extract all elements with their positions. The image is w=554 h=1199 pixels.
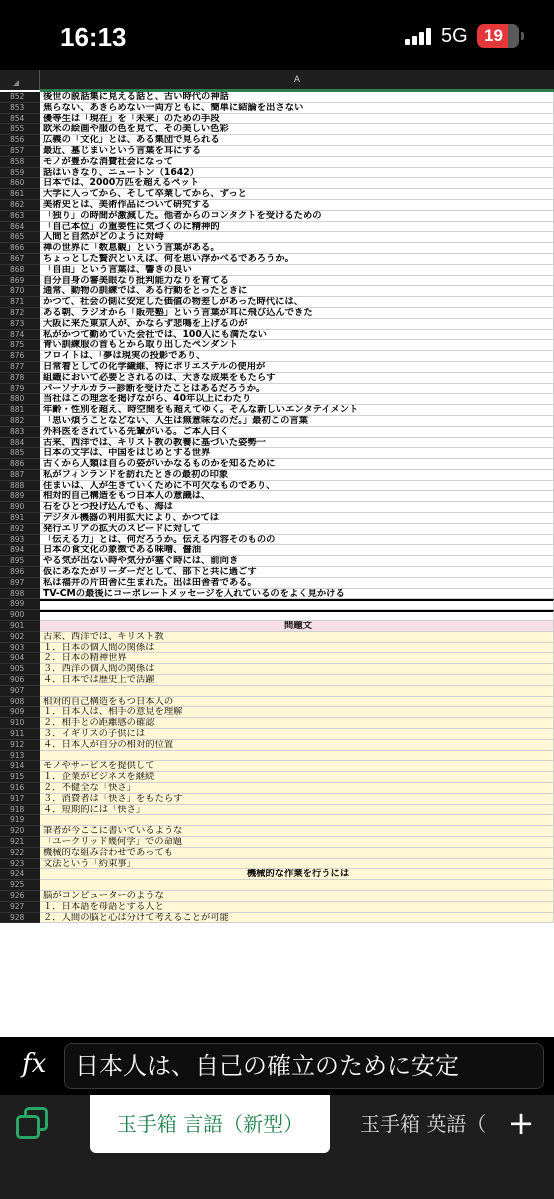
table-row[interactable]: [0, 556, 554, 567]
table-row[interactable]: [0, 859, 554, 870]
cell-a[interactable]: ある朝、ラジオから「販売塾」という言葉が耳に飛び込んできた: [40, 308, 554, 319]
cell-a[interactable]: 人間と自然がどのように対峙: [40, 232, 554, 243]
cell-a[interactable]: ３．消費者は「快さ」をもたらす: [40, 794, 554, 805]
row-number[interactable]: 880: [0, 394, 40, 405]
formula-bar: [0, 1037, 554, 1095]
table-row[interactable]: [0, 394, 554, 405]
row-number[interactable]: 926: [0, 891, 40, 902]
cell-a[interactable]: [40, 599, 554, 610]
row-number[interactable]: 860: [0, 178, 40, 189]
row-number[interactable]: 917: [0, 794, 40, 805]
table-row[interactable]: [0, 589, 554, 600]
cell-a[interactable]: [40, 686, 554, 697]
cell-a[interactable]: ２．人間の脳と心は分けて考えることが可能: [40, 913, 554, 924]
cell-a[interactable]: 仮にあなたがリーダーだとして、部下と共に過ごす: [40, 567, 554, 578]
row-number[interactable]: 877: [0, 362, 40, 373]
cell-a[interactable]: 私がかつて勤めていた会社では、100人にも満たない: [40, 330, 554, 341]
row-number[interactable]: 920: [0, 826, 40, 837]
row-number[interactable]: 888: [0, 481, 40, 492]
row-number[interactable]: 863: [0, 211, 40, 222]
cell-a[interactable]: [40, 751, 554, 762]
cell-a[interactable]: 優等生は「現在」を「未来」のための手段: [40, 114, 554, 125]
cell-a[interactable]: 筆者が今ここに書いているような: [40, 826, 554, 837]
row-number[interactable]: 864: [0, 222, 40, 233]
table-row[interactable]: [0, 599, 554, 610]
cell-a[interactable]: 通常、動物の訓練では、ある行動をとったときに: [40, 286, 554, 297]
cell-a[interactable]: 最近、墓じまいという言葉を耳にする: [40, 146, 554, 157]
cell-a[interactable]: 機械的な組み合わせであっても: [40, 848, 554, 859]
cell-a[interactable]: 「自由」という言葉は、響きの良い: [40, 265, 554, 276]
table-row[interactable]: [0, 416, 554, 427]
row-number[interactable]: 855: [0, 124, 40, 135]
cell-a[interactable]: [40, 610, 554, 621]
table-row[interactable]: [0, 135, 554, 146]
row-number[interactable]: 870: [0, 286, 40, 297]
table-row[interactable]: [0, 707, 554, 718]
row-number[interactable]: 893: [0, 535, 40, 546]
table-row[interactable]: [0, 232, 554, 243]
cell-a[interactable]: 禅の世界に「数息観」という言葉がある。: [40, 243, 554, 254]
table-row[interactable]: [0, 761, 554, 772]
cell-a[interactable]: 自分自身の審美眼なり批判能力なりを育てる: [40, 276, 554, 287]
table-row[interactable]: [0, 880, 554, 891]
cell-a[interactable]: ３．西洋の個人間の関係は: [40, 664, 554, 675]
table-row[interactable]: [0, 178, 554, 189]
row-number[interactable]: 875: [0, 340, 40, 351]
table-row[interactable]: [0, 330, 554, 341]
cell-a[interactable]: フロイトは、「夢は現実の投影であり、: [40, 351, 554, 362]
cell-a[interactable]: モノが豊かな消費社会になって: [40, 157, 554, 168]
row-number[interactable]: 897: [0, 578, 40, 589]
row-number[interactable]: 886: [0, 459, 40, 470]
cell-a[interactable]: 相対的自己構造をもつ日本人の意識は、: [40, 491, 554, 502]
table-row[interactable]: [0, 222, 554, 233]
table-row[interactable]: [0, 254, 554, 265]
cell-a[interactable]: ４．短期的には「快さ」: [40, 805, 554, 816]
table-row[interactable]: [0, 481, 554, 492]
cell-a[interactable]: 「独り」の時間が激減した。他者からのコンタクトを受けるための: [40, 211, 554, 222]
table-row[interactable]: [0, 189, 554, 200]
table-row[interactable]: [0, 157, 554, 168]
table-row[interactable]: [0, 211, 554, 222]
cell-a[interactable]: 日本の食文化の象徴である味噌、醤油: [40, 545, 554, 556]
cell-a[interactable]: 文法という「約束事」: [40, 859, 554, 870]
cell-a[interactable]: ２．相手との距離感の確認: [40, 718, 554, 729]
table-row[interactable]: [0, 729, 554, 740]
row-number[interactable]: 852: [0, 92, 40, 103]
cell-a[interactable]: ２．不健全な「快さ」: [40, 783, 554, 794]
network-label: 5G: [441, 25, 468, 47]
row-number[interactable]: 883: [0, 427, 40, 438]
cell-a[interactable]: 古来、西洋では、キリスト教: [40, 632, 554, 643]
row-number[interactable]: 881: [0, 405, 40, 416]
cell-a[interactable]: TV-CMの最後にコーポレートメッセージを入れているのをよく見かける: [40, 589, 554, 600]
table-row[interactable]: [0, 276, 554, 287]
tab-language-new[interactable]: 玉手箱 言語（新型）: [90, 1095, 330, 1153]
table-row[interactable]: [0, 535, 554, 546]
cell-a[interactable]: 日本の文字は、中国をはじめとする世界: [40, 448, 554, 459]
table-row[interactable]: [0, 124, 554, 135]
column-header-a[interactable]: A: [293, 75, 301, 85]
row-number[interactable]: 885: [0, 448, 40, 459]
table-row[interactable]: [0, 405, 554, 416]
row-number[interactable]: 923: [0, 859, 40, 870]
table-row[interactable]: [0, 610, 554, 621]
table-row[interactable]: [0, 675, 554, 686]
cell-a[interactable]: 石をひとつ投げ込んでも、海は: [40, 502, 554, 513]
table-row[interactable]: [0, 146, 554, 157]
table-row[interactable]: [0, 772, 554, 783]
cell-a[interactable]: モノやサービスを提供して: [40, 761, 554, 772]
cell-a[interactable]: 広義の「文化」とは、ある集団で見られる: [40, 135, 554, 146]
row-number[interactable]: 910: [0, 718, 40, 729]
table-row[interactable]: [0, 902, 554, 913]
table-row[interactable]: [0, 643, 554, 654]
row-number[interactable]: 895: [0, 556, 40, 567]
row-number[interactable]: 873: [0, 319, 40, 330]
status-time: 16:13: [60, 22, 127, 52]
table-row[interactable]: [0, 92, 554, 103]
row-number[interactable]: 900: [0, 610, 40, 621]
table-row[interactable]: [0, 470, 554, 481]
row-number[interactable]: 876: [0, 351, 40, 362]
cell-a[interactable]: １．日本語を母語とする人と: [40, 902, 554, 913]
cell-a[interactable]: 日常着としての化学繊維、特にポリエステルの使用が: [40, 362, 554, 373]
row-number[interactable]: 867: [0, 254, 40, 265]
row-number[interactable]: 887: [0, 470, 40, 481]
table-row[interactable]: [0, 286, 554, 297]
table-row[interactable]: [0, 265, 554, 276]
row-number[interactable]: 906: [0, 675, 40, 686]
row-number[interactable]: 902: [0, 632, 40, 643]
table-row[interactable]: [0, 297, 554, 308]
table-row[interactable]: [0, 891, 554, 902]
row-number[interactable]: 909: [0, 707, 40, 718]
row-number[interactable]: 882: [0, 416, 40, 427]
table-row[interactable]: [0, 373, 554, 384]
row-number[interactable]: 915: [0, 772, 40, 783]
table-row[interactable]: [0, 502, 554, 513]
row-number[interactable]: 874: [0, 330, 40, 341]
row-number[interactable]: 914: [0, 761, 40, 772]
row-number[interactable]: 872: [0, 308, 40, 319]
table-row[interactable]: [0, 837, 554, 848]
cell-a[interactable]: 脳がコンピューターのような: [40, 891, 554, 902]
cell-a[interactable]: 当社はこの理念を掲げながら、40年以上にわたり: [40, 394, 554, 405]
cell-a[interactable]: 外科医をされている先輩がいる。ご本人曰く: [40, 427, 554, 438]
row-number[interactable]: 916: [0, 783, 40, 794]
row-number[interactable]: 924: [0, 869, 40, 880]
table-row[interactable]: [0, 621, 554, 632]
table-row[interactable]: [0, 427, 554, 438]
row-number[interactable]: 899: [0, 599, 40, 610]
table-row[interactable]: [0, 513, 554, 524]
sheets-list-icon[interactable]: [16, 1107, 50, 1141]
row-number[interactable]: 911: [0, 729, 40, 740]
select-all-corner[interactable]: [0, 70, 40, 90]
row-number[interactable]: 854: [0, 114, 40, 125]
table-row[interactable]: [0, 664, 554, 675]
row-number[interactable]: 856: [0, 135, 40, 146]
row-number[interactable]: 884: [0, 438, 40, 449]
table-row[interactable]: [0, 653, 554, 664]
cell-a[interactable]: ちょっとした贅沢といえば、何を思い浮かべるであろうか。: [40, 254, 554, 265]
cell-a[interactable]: 古来、西洋では、キリスト教の教養に基づいた姿勢一: [40, 438, 554, 449]
cell-a[interactable]: ４．日本人が自分の相対的位置: [40, 740, 554, 751]
row-number[interactable]: 894: [0, 545, 40, 556]
add-sheet-button[interactable]: +: [507, 1104, 535, 1142]
row-number[interactable]: 928: [0, 913, 40, 924]
table-row[interactable]: [0, 351, 554, 362]
cell-a[interactable]: 私は福井の片田舎に生まれた。出は田舎者である。: [40, 578, 554, 589]
row-number[interactable]: 898: [0, 589, 40, 600]
cell-a[interactable]: 私がフィンランドを訪れたときの最初の印象: [40, 470, 554, 481]
battery-level: 19: [484, 26, 503, 45]
cell-a[interactable]: 青い訓練服の首もとから取り出したペンダント: [40, 340, 554, 351]
row-number[interactable]: 878: [0, 373, 40, 384]
table-row[interactable]: [0, 308, 554, 319]
cell-a[interactable]: [40, 880, 554, 891]
cell-a[interactable]: 話はいきなり、ニュートン（1642）: [40, 168, 554, 179]
table-row[interactable]: [0, 632, 554, 643]
table-row[interactable]: [0, 384, 554, 395]
row-number[interactable]: 862: [0, 200, 40, 211]
table-row[interactable]: [0, 168, 554, 179]
row-number[interactable]: 868: [0, 265, 40, 276]
table-row[interactable]: [0, 103, 554, 114]
row-number[interactable]: 865: [0, 232, 40, 243]
cell-a[interactable]: 美術史とは、美術作品について研究する: [40, 200, 554, 211]
table-row[interactable]: [0, 524, 554, 535]
cell-a[interactable]: やる気が出ない時や気分が塞ぐ時には、前向き: [40, 556, 554, 567]
table-row[interactable]: [0, 491, 554, 502]
cell-a[interactable]: ３．イギリスの子供には: [40, 729, 554, 740]
row-number[interactable]: 889: [0, 491, 40, 502]
row-number[interactable]: 896: [0, 567, 40, 578]
cell-a[interactable]: 相対的自己構造をもつ日本人の: [40, 697, 554, 708]
cell-a[interactable]: １．日本の個人間の関係は: [40, 643, 554, 654]
status-bar: [0, 0, 554, 70]
row-number[interactable]: 907: [0, 686, 40, 697]
signal-icon: [405, 27, 435, 45]
rows-container: [0, 92, 554, 923]
fx-icon[interactable]: fx: [22, 1049, 47, 1079]
table-row[interactable]: [0, 340, 554, 351]
table-row[interactable]: [0, 848, 554, 859]
row-number[interactable]: 905: [0, 664, 40, 675]
table-row[interactable]: [0, 686, 554, 697]
table-row[interactable]: [0, 459, 554, 470]
cell-a[interactable]: 「自己本位」の重要性に気づくのに精神的: [40, 222, 554, 233]
row-number[interactable]: 925: [0, 880, 40, 891]
cell-a[interactable]: 年齢・性別を超え、時空間をも超えてゆく。そんな新しいエンタテイメント: [40, 405, 554, 416]
row-number[interactable]: 871: [0, 297, 40, 308]
table-row[interactable]: [0, 438, 554, 449]
battery-icon: [477, 24, 519, 48]
row-number[interactable]: 869: [0, 276, 40, 287]
column-header-bar: [0, 70, 554, 90]
row-number[interactable]: 892: [0, 524, 40, 535]
cell-a[interactable]: ４．日本では歴史上で活躍: [40, 675, 554, 686]
cell-a[interactable]: 住まいは、人が生きていくために不可欠なものであり、: [40, 481, 554, 492]
cell-a[interactable]: 古くから人類は自らの姿がいかなるものかを知るために: [40, 459, 554, 470]
row-number[interactable]: 903: [0, 643, 40, 654]
cell-a[interactable]: 「思い煩うことなどない、人生は無意味なのだ。」最初この言葉: [40, 416, 554, 427]
cell-a[interactable]: 焦らない、あきらめない一両方ともに、簡単に結論を出さない: [40, 103, 554, 114]
cell-a[interactable]: ２．日本の精神世界: [40, 653, 554, 664]
table-row[interactable]: [0, 114, 554, 125]
row-number[interactable]: 918: [0, 805, 40, 816]
row-number[interactable]: 901: [0, 621, 40, 632]
cell-a[interactable]: 「ユークリッド幾何学」での命題: [40, 837, 554, 848]
row-number[interactable]: 904: [0, 653, 40, 664]
cell-a[interactable]: 大学に入ってから、そして卒業してから、ずっと: [40, 189, 554, 200]
table-row[interactable]: [0, 826, 554, 837]
spreadsheet-grid[interactable]: [0, 70, 554, 1037]
cell-a[interactable]: 発行エリアの拡大のスピードに対して: [40, 524, 554, 535]
table-row[interactable]: [0, 913, 554, 924]
row-number[interactable]: 912: [0, 740, 40, 751]
cell-a[interactable]: 日本では、2000万匹を超えるペット: [40, 178, 554, 189]
table-row[interactable]: [0, 545, 554, 556]
table-row[interactable]: [0, 805, 554, 816]
table-row[interactable]: [0, 200, 554, 211]
row-number[interactable]: 919: [0, 815, 40, 826]
row-number[interactable]: 859: [0, 168, 40, 179]
table-row[interactable]: [0, 243, 554, 254]
cell-a[interactable]: デジタル機器の利用拡大により、かつては: [40, 513, 554, 524]
row-number[interactable]: 866: [0, 243, 40, 254]
row-number[interactable]: 858: [0, 157, 40, 168]
row-number[interactable]: 861: [0, 189, 40, 200]
sheet-tab-bar: [0, 1095, 554, 1199]
table-row[interactable]: [0, 567, 554, 578]
row-number[interactable]: 879: [0, 384, 40, 395]
row-number[interactable]: 908: [0, 697, 40, 708]
row-number[interactable]: 853: [0, 103, 40, 114]
cell-a[interactable]: 組織において必要とされるのは、大きな成果をもたらす: [40, 373, 554, 384]
row-number[interactable]: 922: [0, 848, 40, 859]
cell-a[interactable]: 機械的な作業を行うには: [40, 869, 554, 880]
table-row[interactable]: [0, 751, 554, 762]
cell-a[interactable]: 後世の説話集に見える話と、古い時代の神話: [40, 92, 554, 103]
cell-a[interactable]: [40, 815, 554, 826]
table-row[interactable]: [0, 578, 554, 589]
table-row[interactable]: [0, 718, 554, 729]
cell-a[interactable]: １．企業がビジネスを継続: [40, 772, 554, 783]
table-row[interactable]: [0, 697, 554, 708]
table-row[interactable]: [0, 815, 554, 826]
tab-english[interactable]: 玉手箱 英語（: [360, 1112, 487, 1136]
row-number[interactable]: 927: [0, 902, 40, 913]
formula-input[interactable]: 日本人は、自己の確立のために安定: [64, 1043, 544, 1089]
cell-a[interactable]: 問題文: [40, 621, 554, 632]
row-number[interactable]: 890: [0, 502, 40, 513]
cell-a[interactable]: １．日本人は、相手の意見を理解: [40, 707, 554, 718]
table-row[interactable]: [0, 362, 554, 373]
cell-a[interactable]: 大阪に来た東京人が、かならず悲鳴を上げるのが: [40, 319, 554, 330]
table-row[interactable]: [0, 783, 554, 794]
table-row[interactable]: [0, 448, 554, 459]
cell-a[interactable]: 「伝える力」とは、何だろうか。伝える内容そのものの: [40, 535, 554, 546]
table-row[interactable]: [0, 319, 554, 330]
row-number[interactable]: 891: [0, 513, 40, 524]
cell-a[interactable]: パーソナルカラー診断を受けたことはあるだろうか。: [40, 384, 554, 395]
row-number[interactable]: 857: [0, 146, 40, 157]
cell-a[interactable]: かつて、社会の側に安定した価値の物差しがあった時代には、: [40, 297, 554, 308]
row-number[interactable]: 921: [0, 837, 40, 848]
table-row[interactable]: [0, 869, 554, 880]
table-row[interactable]: [0, 794, 554, 805]
cell-a[interactable]: 欧米の絵画や服の色を見て、その美しい色彩: [40, 124, 554, 135]
row-number[interactable]: 913: [0, 751, 40, 762]
table-row[interactable]: [0, 740, 554, 751]
